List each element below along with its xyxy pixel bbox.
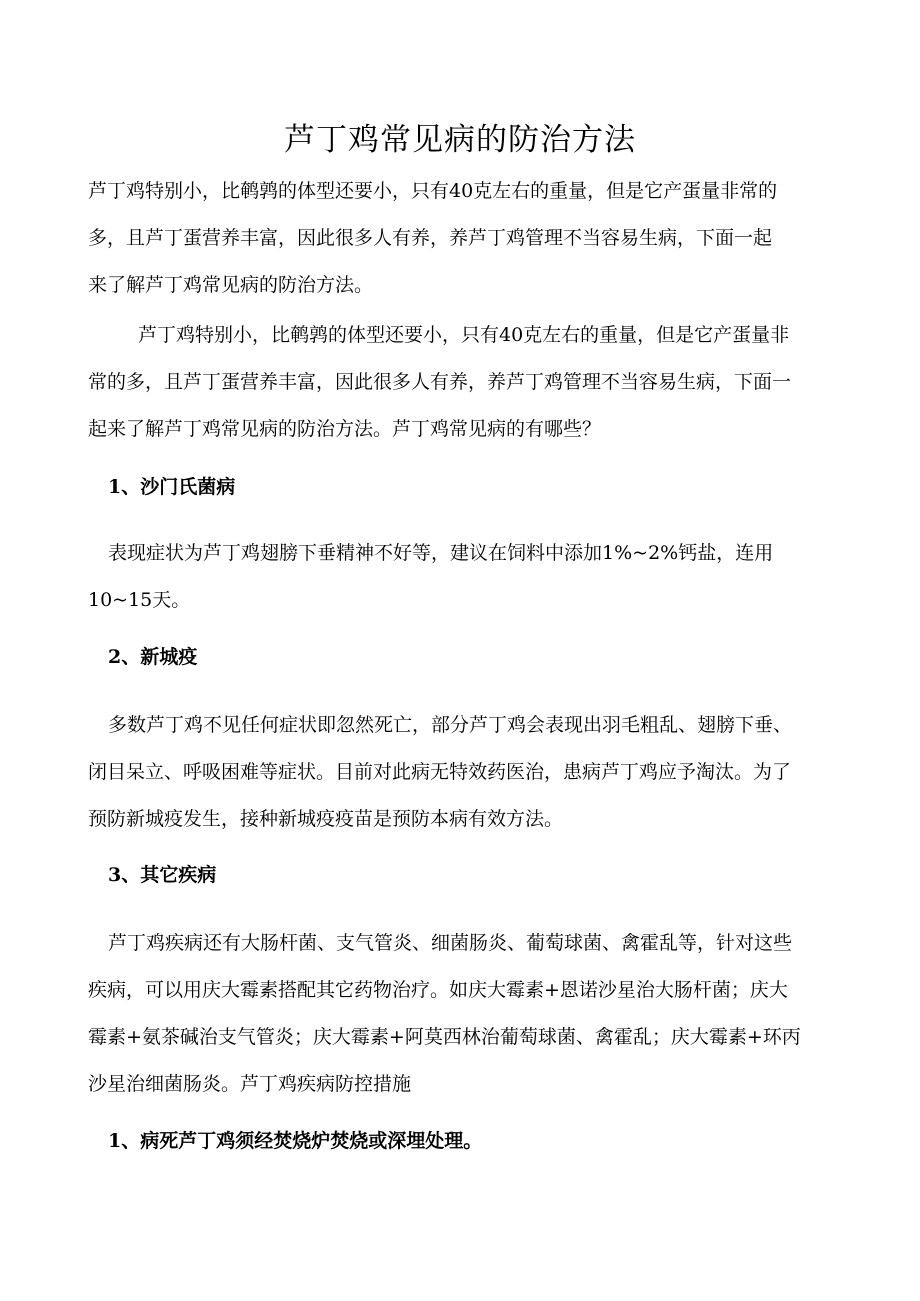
section-paragraph-salmonella: [88, 530, 838, 624]
section-line: 疾病，可以用庆大霉素搭配其它药物治疗。如庆大霉素+恩诺沙星治大肠杆菌；庆大: [88, 979, 788, 1001]
body-intro-line: 芦丁鸡特别小，比鹌鹑的体型还要小，只有40克左右的重量，但是它产蛋量非: [138, 324, 790, 346]
section-line: 沙星治细菌肠炎。芦丁鸡疾病防控措施: [88, 1073, 412, 1095]
body-intro-line: 常的多，且芦丁蛋营养丰富，因此很多人有养，养芦丁鸡管理不当容易生病，下面一: [88, 371, 792, 393]
body-intro-line: 起来了解芦丁鸡常见病的防治方法。芦丁鸡常见病的有哪些？: [88, 418, 602, 440]
section-line: 闭目呆立、呼吸困难等症状。目前对此病无特效药医治，患病芦丁鸡应予淘汰。为了: [88, 761, 792, 783]
section-heading-salmonella: 1、沙门氏菌病: [108, 476, 236, 498]
intro-line: 来了解芦丁鸡常见病的防治方法。: [88, 274, 374, 296]
section-line: 多数芦丁鸡不见任何症状即忽然死亡，部分芦丁鸡会表现出羽毛粗乱、翅膀下垂、: [108, 714, 793, 736]
document-title: 芦丁鸡常见病的防治方法: [284, 122, 636, 158]
section-line: 10~15天。: [88, 589, 191, 611]
section-line: 霉素+氨茶碱治支气管炎；庆大霉素+阿莫西林治葡萄球菌、禽霍乱；庆大霉素+环丙: [88, 1026, 801, 1048]
intro-line: 多，且芦丁蛋营养丰富，因此很多人有养，养芦丁鸡管理不当容易生病，下面一起: [88, 227, 773, 249]
section-heading-other-diseases: 3、其它疾病: [108, 864, 217, 886]
section-line: 表现症状为芦丁鸡翅膀下垂精神不好等，建议在饲料中添加1%~2%钙盐，连用: [108, 542, 774, 564]
measure-item: 1、病死芦丁鸡须经焚烧炉焚烧或深埋处理。: [108, 1130, 483, 1152]
section-line: 芦丁鸡疾病还有大肠杆菌、支气管炎、细菌肠炎、葡萄球菌、禽霍乱等，针对这些: [108, 932, 793, 954]
section-paragraph-newcastle: [88, 702, 838, 843]
section-paragraph-other-diseases: [88, 920, 838, 1108]
section-heading-newcastle: 2、新城疫: [108, 646, 198, 668]
intro-line: 芦丁鸡特别小，比鹌鹑的体型还要小，只有40克左右的重量，但是它产蛋量非常的: [88, 180, 778, 202]
section-line: 预防新城疫发生，接种新城疫疫苗是预防本病有效方法。: [88, 808, 564, 830]
body-intro-paragraph: [88, 312, 838, 453]
intro-paragraph: [88, 168, 838, 309]
